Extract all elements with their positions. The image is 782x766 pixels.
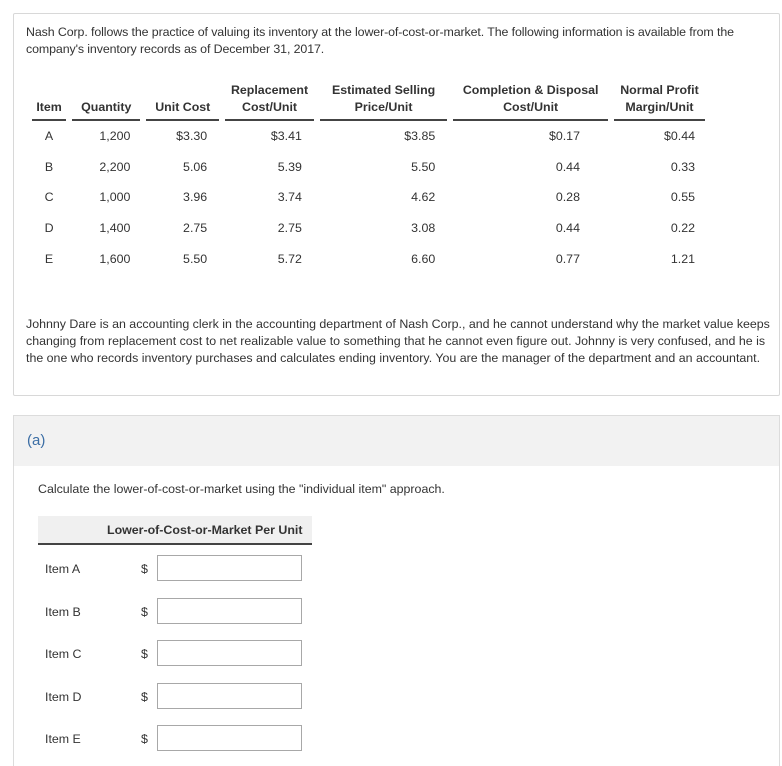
column-header-replacement-cost: Replacement Cost/Unit bbox=[225, 82, 314, 121]
lcm-input-item-d[interactable] bbox=[157, 683, 302, 709]
cell-item: E bbox=[44, 251, 54, 266]
cell-quantity: 1,000 bbox=[99, 190, 131, 205]
cell-quantity: 1,200 bbox=[99, 129, 131, 144]
cell-item: B bbox=[44, 159, 54, 174]
cell-unit-cost: $3.30 bbox=[176, 129, 208, 144]
cell-quantity: 2,200 bbox=[99, 159, 131, 174]
inventory-row-b bbox=[32, 152, 705, 183]
cell-unit-cost: 5.50 bbox=[183, 251, 208, 266]
dollar-sign: $ bbox=[141, 604, 148, 619]
answer-row-item-a bbox=[38, 549, 312, 591]
answer-row-label: Item C bbox=[45, 647, 82, 661]
inventory-row-d bbox=[32, 213, 705, 244]
dollar-sign: $ bbox=[141, 562, 148, 576]
answer-table-header-label: Lower-of-Cost-or-Market Per Unit bbox=[107, 523, 303, 537]
cell-quantity: 1,600 bbox=[99, 251, 131, 266]
lcm-input-item-a[interactable] bbox=[157, 555, 302, 581]
column-header-selling-price: Estimated Selling Price/Unit bbox=[320, 82, 447, 121]
cell-disposal-cost: 0.28 bbox=[555, 190, 580, 205]
inventory-row-e bbox=[32, 243, 705, 274]
cell-profit-margin: 0.33 bbox=[670, 159, 695, 174]
column-header-profit-margin: Normal Profit Margin/Unit bbox=[614, 82, 705, 121]
lcm-input-item-e[interactable] bbox=[157, 725, 302, 751]
part-a-header bbox=[13, 415, 780, 467]
answer-row-item-e bbox=[38, 719, 312, 761]
dollar-sign: $ bbox=[141, 647, 148, 661]
cell-replacement-cost: $3.41 bbox=[270, 129, 302, 144]
dollar-sign: $ bbox=[141, 689, 148, 704]
answer-row-item-c bbox=[38, 634, 312, 676]
cell-selling-price: 6.60 bbox=[411, 251, 436, 266]
answer-row-label: Item E bbox=[45, 732, 81, 746]
lcm-input-item-c[interactable] bbox=[157, 640, 302, 666]
cell-disposal-cost: 0.44 bbox=[555, 159, 580, 174]
part-a-body bbox=[13, 466, 780, 766]
cell-selling-price: 5.50 bbox=[411, 159, 436, 174]
cell-replacement-cost: 2.75 bbox=[277, 221, 302, 236]
cell-selling-price: 4.62 bbox=[411, 190, 436, 205]
cell-disposal-cost: 0.44 bbox=[555, 221, 580, 236]
cell-replacement-cost: 5.72 bbox=[277, 251, 302, 266]
cell-replacement-cost: 3.74 bbox=[277, 190, 302, 205]
cell-unit-cost: 5.06 bbox=[183, 159, 208, 174]
inventory-row-a bbox=[32, 121, 705, 152]
cell-replacement-cost: 5.39 bbox=[277, 159, 302, 174]
answer-row-label: Item B bbox=[45, 604, 81, 619]
cell-unit-cost: 2.75 bbox=[183, 221, 208, 236]
cell-disposal-cost: 0.77 bbox=[555, 251, 580, 266]
problem-intro-text: Nash Corp. follows the practice of valuing its inventory at the lower-of-cost-or-market. The following information is available from the company's inventory records as of December 31, 2017. bbox=[26, 25, 734, 56]
inventory-table bbox=[26, 82, 711, 274]
cell-item: A bbox=[44, 129, 54, 144]
cell-disposal-cost: $0.17 bbox=[548, 129, 580, 144]
cell-selling-price: 3.08 bbox=[411, 221, 436, 236]
cell-profit-margin: 1.21 bbox=[670, 251, 695, 266]
cell-item: C bbox=[44, 190, 54, 205]
answer-row-label: Item D bbox=[45, 689, 82, 704]
cell-quantity: 1,400 bbox=[99, 221, 131, 236]
column-header-item: Item bbox=[32, 82, 66, 121]
column-header-unit-cost: Unit Cost bbox=[146, 82, 219, 121]
inventory-table-header-row bbox=[32, 82, 705, 121]
column-header-quantity: Quantity bbox=[72, 82, 140, 121]
part-a-instruction: Calculate the lower-of-cost-or-market using the "individual item" approach. bbox=[38, 482, 445, 496]
cell-profit-margin: 0.22 bbox=[670, 221, 695, 236]
answer-table-header bbox=[38, 516, 312, 545]
part-a-label: (a) bbox=[27, 432, 46, 449]
column-header-disposal-cost: Completion & Disposal Cost/Unit bbox=[453, 82, 608, 121]
problem-statement-box bbox=[13, 13, 780, 396]
answer-row-item-d bbox=[38, 677, 312, 719]
lcm-input-item-b[interactable] bbox=[157, 598, 302, 624]
cell-profit-margin: $0.44 bbox=[663, 129, 695, 144]
inventory-row-c bbox=[32, 182, 705, 213]
cell-item: D bbox=[44, 221, 54, 236]
cell-selling-price: $3.85 bbox=[404, 129, 436, 144]
cell-unit-cost: 3.96 bbox=[183, 190, 208, 205]
answer-row-item-b bbox=[38, 592, 312, 634]
cell-profit-margin: 0.55 bbox=[670, 190, 695, 205]
answer-row-label: Item A bbox=[45, 562, 81, 576]
dollar-sign: $ bbox=[141, 732, 148, 746]
problem-followup-text: Johnny Dare is an accounting clerk in the accounting department of Nash Corp., and he cannot understand why the market value keeps changing from replacement cost to net realizable value to something that he cannot even figure out. Johnny is very confused, and he is the one who records inventory purchases and calculates ending inventory. You are the manager of the department and an accountant. bbox=[26, 317, 770, 365]
